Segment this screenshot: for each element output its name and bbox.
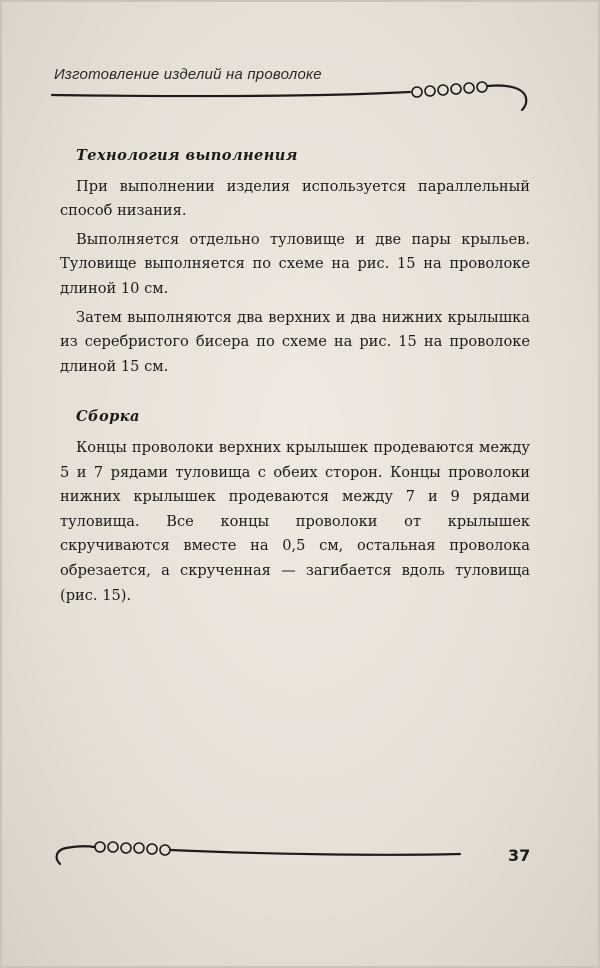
paragraph: Затем выполняются два верхних и два нижних крылышка из серебристого бисера по схеме на рис. 15 на проволоке длиной 15 см.	[60, 308, 530, 375]
page-number: 37	[508, 846, 531, 865]
section-heading: Технология выполнения	[76, 147, 298, 164]
section-assembly	[60, 405, 530, 608]
section-technology	[60, 144, 530, 379]
header-bead-wire-ornament	[0, 0, 600, 130]
running-header-title: Изготовление изделий на проволоке	[54, 66, 322, 83]
paragraph: Выполняется отдельно туловище и две пары крыльев. Туловище выполняется по схеме на рис. 15 на проволоке длиной 10 см.	[60, 230, 530, 297]
paragraph: Концы проволоки верхних крылышек продеваются между 5 и 7 рядами туловища с обеих сторон. Концы проволоки нижних крылышек продеваются между 7 и 9 рядами туловища. Все концы проволоки от крылышек скручиваются вместе на 0,5 см, остальная проволока обрезается, а скрученная — загибается вдоль туловища (рис. 15).	[60, 438, 530, 604]
paragraph: При выполнении изделия используется параллельный способ низания.	[60, 177, 530, 220]
page-body	[60, 144, 530, 612]
section-heading: Сборка	[76, 408, 140, 426]
